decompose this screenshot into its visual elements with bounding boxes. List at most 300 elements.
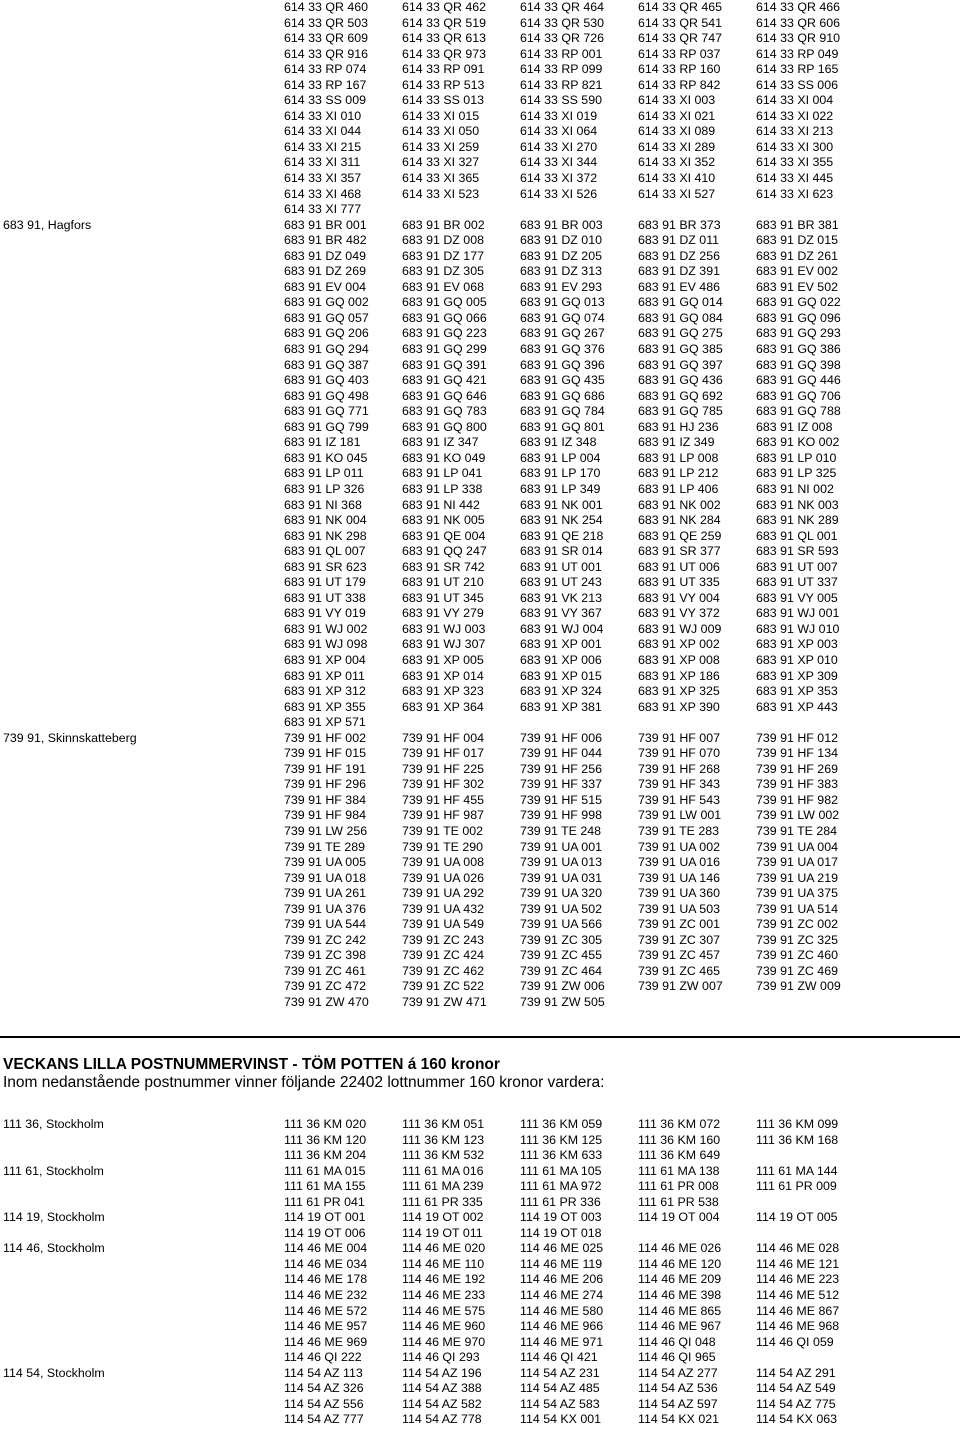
winning-code: 614 33 RP 165 xyxy=(756,62,839,77)
winning-code: 683 91 LP 008 xyxy=(638,450,719,465)
winning-code: 683 91 GQ 066 xyxy=(402,310,487,325)
winning-code: 683 91 LP 212 xyxy=(638,466,719,481)
winning-code: 739 91 HF 015 xyxy=(284,746,366,761)
postal-group xyxy=(0,1210,960,1241)
winning-code: 114 19 OT 002 xyxy=(402,1210,484,1225)
winning-code: 614 33 XI 010 xyxy=(284,108,362,123)
code-row xyxy=(0,1117,960,1133)
winning-code: 614 33 XI 015 xyxy=(402,108,480,123)
winning-code: 614 33 RP 160 xyxy=(638,62,721,77)
postal-group xyxy=(0,218,960,731)
winning-code: 683 91 VY 004 xyxy=(638,590,720,605)
winning-code: 614 33 RP 167 xyxy=(284,77,367,92)
winning-code: 683 91 KO 049 xyxy=(402,450,486,465)
winning-code: 614 33 XI 523 xyxy=(402,186,480,201)
code-row xyxy=(0,451,960,467)
winning-code: 111 61 MA 972 xyxy=(520,1179,602,1194)
winning-code: 114 46 ME 966 xyxy=(520,1319,604,1334)
winning-code: 683 91 GQ 005 xyxy=(402,295,487,310)
winning-code: 739 91 ZC 002 xyxy=(756,917,838,932)
winning-code: 114 54 AZ 196 xyxy=(402,1365,482,1380)
winning-code: 114 54 AZ 326 xyxy=(284,1381,364,1396)
winning-code: 683 91 XP 309 xyxy=(756,668,838,683)
winning-code: 739 91 ZC 325 xyxy=(756,932,838,947)
winning-code: 683 91 XP 323 xyxy=(402,684,484,699)
code-row xyxy=(0,218,960,234)
winning-code: 683 91 GQ 387 xyxy=(284,357,369,372)
code-row xyxy=(0,1164,960,1180)
winning-code: 683 91 GQ 397 xyxy=(638,357,723,372)
winning-code: 114 46 ME 020 xyxy=(402,1241,486,1256)
winning-code: 739 91 HF 302 xyxy=(402,777,484,792)
code-row xyxy=(0,373,960,389)
winning-code: 683 91 GQ 784 xyxy=(520,404,605,419)
winning-code: 614 33 XI 213 xyxy=(756,124,834,139)
winning-code: 683 91 DZ 391 xyxy=(638,264,720,279)
winning-code: 614 33 XI 365 xyxy=(402,171,480,186)
winning-code: 111 36 KM 020 xyxy=(284,1117,367,1131)
winning-code: 114 54 AZ 113 xyxy=(284,1365,363,1380)
winning-code: 739 91 HF 337 xyxy=(520,777,602,792)
winning-code: 683 91 WJ 001 xyxy=(756,606,840,621)
winning-code: 739 91 UA 018 xyxy=(284,870,366,885)
winning-code: 683 91 NI 002 xyxy=(756,481,834,496)
winning-code: 683 91 XP 390 xyxy=(638,699,720,714)
winning-code: 683 91 GQ 801 xyxy=(520,419,605,434)
winning-code: 683 91 BR 381 xyxy=(756,217,839,232)
winning-code: 111 36 KM 125 xyxy=(520,1132,603,1147)
winning-code: 683 91 UT 179 xyxy=(284,575,366,590)
winning-code: 683 91 EV 502 xyxy=(756,279,838,294)
winning-code: 739 91 ZW 505 xyxy=(520,995,605,1009)
winning-code: 114 46 ME 120 xyxy=(638,1256,722,1271)
winning-code: 683 91 WJ 004 xyxy=(520,621,604,636)
winning-code: 114 54 AZ 582 xyxy=(402,1396,482,1411)
winning-code: 739 91 UA 544 xyxy=(284,917,366,932)
winning-code: 739 91 HF 256 xyxy=(520,761,602,776)
winning-code: 114 54 AZ 777 xyxy=(284,1412,364,1427)
winning-code: 114 19 OT 004 xyxy=(638,1210,720,1225)
winning-code: 114 46 ME 034 xyxy=(284,1256,368,1271)
winning-code: 683 91 DZ 010 xyxy=(520,233,602,248)
winning-code: 683 91 VY 279 xyxy=(402,606,484,621)
winning-code: 683 91 GQ 446 xyxy=(756,373,841,388)
winning-code: 114 19 OT 005 xyxy=(756,1210,838,1225)
winning-code: 614 33 QR 609 xyxy=(284,31,369,46)
winning-code: 683 91 GQ 002 xyxy=(284,295,369,310)
winning-code: 111 36 KM 204 xyxy=(284,1148,367,1163)
winning-code: 683 91 EV 004 xyxy=(284,279,366,294)
winning-code: 614 33 QR 462 xyxy=(402,0,487,14)
winning-code: 739 91 HF 455 xyxy=(402,792,484,807)
winning-code: 739 91 TE 284 xyxy=(756,823,838,838)
winning-code: 739 91 HF 191 xyxy=(284,761,366,776)
winning-code: 683 91 XP 004 xyxy=(284,652,366,667)
winning-code: 683 91 UT 337 xyxy=(756,575,838,590)
winning-code: 739 91 LW 001 xyxy=(638,808,722,823)
code-row xyxy=(0,560,960,576)
winning-code: 683 91 LP 349 xyxy=(520,481,601,496)
winning-code: 111 36 KM 099 xyxy=(756,1117,839,1131)
winning-code: 683 91 WJ 010 xyxy=(756,621,840,636)
code-row xyxy=(0,637,960,653)
winning-code: 739 91 UA 566 xyxy=(520,917,602,932)
winning-code: 739 91 HF 134 xyxy=(756,746,838,761)
code-row xyxy=(0,1179,960,1195)
code-row xyxy=(0,0,960,16)
winning-code: 114 54 AZ 775 xyxy=(756,1396,836,1411)
winning-code: 683 91 LP 010 xyxy=(756,450,837,465)
winning-code: 683 91 SR 593 xyxy=(756,544,839,559)
winning-code: 111 36 KM 649 xyxy=(638,1148,721,1163)
code-row xyxy=(0,948,960,964)
code-row xyxy=(0,1133,960,1149)
code-row xyxy=(0,700,960,716)
code-row xyxy=(0,933,960,949)
winning-code: 614 33 QR 530 xyxy=(520,15,605,30)
winning-code: 683 91 GQ 294 xyxy=(284,342,369,357)
winning-code: 739 91 ZC 522 xyxy=(402,979,484,994)
winning-code: 683 91 BR 482 xyxy=(284,233,367,248)
winning-code: 683 91 BR 373 xyxy=(638,217,721,232)
code-row xyxy=(0,78,960,94)
winning-code: 739 91 ZC 305 xyxy=(520,932,602,947)
winning-code: 114 19 OT 011 xyxy=(402,1225,483,1240)
winning-code: 683 91 QE 259 xyxy=(638,528,722,543)
winning-code: 683 91 NK 298 xyxy=(284,528,367,543)
winning-code: 683 91 NK 289 xyxy=(756,513,839,528)
winning-code: 739 91 UA 261 xyxy=(284,886,366,901)
winning-code: 114 46 ME 232 xyxy=(284,1288,368,1303)
code-row xyxy=(0,31,960,47)
winning-code: 614 33 XI 327 xyxy=(402,155,480,170)
code-row xyxy=(0,1195,960,1211)
winning-code: 739 91 ZC 424 xyxy=(402,948,484,963)
winning-code: 683 91 LP 326 xyxy=(284,481,365,496)
winning-code: 614 33 QR 606 xyxy=(756,15,841,30)
winning-code: 614 33 RP 091 xyxy=(402,62,485,77)
code-row xyxy=(0,746,960,762)
winning-code: 683 91 XP 364 xyxy=(402,699,484,714)
postal-area-label: 111 61, Stockholm xyxy=(3,1163,104,1178)
winning-code: 614 33 RP 099 xyxy=(520,62,603,77)
winning-code: 111 61 PR 538 xyxy=(638,1194,719,1209)
winning-code: 739 91 ZC 243 xyxy=(402,932,484,947)
code-row xyxy=(0,280,960,296)
winning-code: 114 46 ME 028 xyxy=(756,1241,840,1256)
winning-code: 739 91 UA 503 xyxy=(638,901,720,916)
winning-code: 683 91 GQ 057 xyxy=(284,310,369,325)
winning-code: 683 91 GQ 800 xyxy=(402,419,487,434)
winning-code: 683 91 XP 003 xyxy=(756,637,838,652)
winning-code: 614 33 XI 372 xyxy=(520,171,598,186)
winning-code: 683 91 DZ 177 xyxy=(402,248,484,263)
winning-code: 683 91 NK 254 xyxy=(520,513,603,528)
winning-code: 614 33 XI 089 xyxy=(638,124,716,139)
postal-area-label: 683 91, Hagfors xyxy=(3,217,92,232)
winning-code: 683 91 GQ 783 xyxy=(402,404,487,419)
code-row xyxy=(0,16,960,32)
code-row xyxy=(0,342,960,358)
winning-code: 739 91 UA 016 xyxy=(638,855,720,870)
winning-code: 739 91 LW 256 xyxy=(284,823,368,838)
winning-code: 111 61 PR 336 xyxy=(520,1194,601,1209)
winning-code: 683 91 IZ 181 xyxy=(284,435,361,450)
winning-code: 114 46 ME 970 xyxy=(402,1334,486,1349)
code-row xyxy=(0,358,960,374)
winning-code: 683 91 DZ 011 xyxy=(638,233,720,248)
winning-code: 683 91 XP 355 xyxy=(284,699,366,714)
winning-code: 739 91 ZC 455 xyxy=(520,948,602,963)
winning-code: 614 33 XI 004 xyxy=(756,93,834,108)
winning-code: 683 91 GQ 396 xyxy=(520,357,605,372)
winning-code: 683 91 XP 001 xyxy=(520,637,602,652)
winning-code: 739 91 UA 005 xyxy=(284,855,366,870)
winning-code: 739 91 LW 002 xyxy=(756,808,840,823)
winning-code: 683 91 XP 381 xyxy=(520,699,602,714)
code-row xyxy=(0,1350,960,1366)
postal-area-label: 739 91, Skinnskatteberg xyxy=(3,730,137,745)
winning-code: 683 91 XP 015 xyxy=(520,668,602,683)
code-row xyxy=(0,326,960,342)
code-row xyxy=(0,1397,960,1413)
winning-code: 614 33 XI 468 xyxy=(284,186,362,201)
winning-code: 111 61 PR 009 xyxy=(756,1179,837,1194)
winning-code: 683 91 GQ 398 xyxy=(756,357,841,372)
winning-code: 683 91 XP 005 xyxy=(402,652,484,667)
code-row xyxy=(0,466,960,482)
winning-code: 111 61 MA 138 xyxy=(638,1163,720,1178)
winning-code: 739 91 UA 514 xyxy=(756,901,838,916)
winning-code: 114 46 QI 222 xyxy=(284,1350,362,1365)
winning-code: 739 91 ZW 007 xyxy=(638,979,723,994)
winning-code: 614 33 XI 259 xyxy=(402,139,480,154)
winning-code: 614 33 XI 050 xyxy=(402,124,480,139)
winning-code: 114 46 ME 192 xyxy=(402,1272,486,1287)
postal-group xyxy=(0,1117,960,1164)
code-row xyxy=(0,886,960,902)
winning-code: 683 91 XP 014 xyxy=(402,668,484,683)
winning-code: 683 91 UT 210 xyxy=(402,575,484,590)
code-row xyxy=(0,871,960,887)
winning-code: 111 36 KM 072 xyxy=(638,1117,721,1131)
code-row xyxy=(0,1226,960,1242)
winning-code: 614 33 QR 466 xyxy=(756,0,841,14)
winning-code: 683 91 GQ 785 xyxy=(638,404,723,419)
winning-code: 739 91 UA 146 xyxy=(638,870,720,885)
winning-code: 683 91 GQ 706 xyxy=(756,388,841,403)
winning-code: 683 91 GQ 646 xyxy=(402,388,487,403)
winning-code: 614 33 XI 445 xyxy=(756,171,834,186)
winning-code: 683 91 DZ 205 xyxy=(520,248,602,263)
code-row xyxy=(0,544,960,560)
code-row xyxy=(0,855,960,871)
winning-code: 614 33 XI 344 xyxy=(520,155,598,170)
winning-code: 739 91 UA 432 xyxy=(402,901,484,916)
winning-code: 739 91 HF 343 xyxy=(638,777,720,792)
winning-code: 683 91 GQ 376 xyxy=(520,342,605,357)
winning-code: 683 91 GQ 223 xyxy=(402,326,487,341)
winning-code: 739 91 HF 982 xyxy=(756,792,838,807)
winning-code: 683 91 UT 345 xyxy=(402,590,484,605)
winning-code: 111 36 KM 633 xyxy=(520,1148,603,1163)
winning-code: 683 91 EV 486 xyxy=(638,279,720,294)
winning-code: 683 91 BR 002 xyxy=(402,217,485,232)
winning-code: 739 91 TE 002 xyxy=(402,823,484,838)
code-row xyxy=(0,684,960,700)
winning-code: 739 91 ZC 460 xyxy=(756,948,838,963)
winning-code: 111 36 KM 532 xyxy=(402,1148,485,1163)
winning-code: 739 91 UA 004 xyxy=(756,839,838,854)
code-row xyxy=(0,93,960,109)
code-row xyxy=(0,1210,960,1226)
winning-code: 683 91 XP 324 xyxy=(520,684,602,699)
code-row xyxy=(0,1241,960,1257)
winning-code: 114 54 AZ 556 xyxy=(284,1396,364,1411)
winning-codes-list-bottom xyxy=(0,1117,960,1428)
winning-code: 683 91 NK 284 xyxy=(638,513,721,528)
winning-code: 114 46 ME 967 xyxy=(638,1319,722,1334)
winning-code: 739 91 ZC 457 xyxy=(638,948,720,963)
postal-group xyxy=(0,1164,960,1211)
winning-code: 114 19 OT 003 xyxy=(520,1210,602,1225)
winning-code: 683 91 XP 353 xyxy=(756,684,838,699)
winning-code: 683 91 VK 213 xyxy=(520,590,602,605)
code-row xyxy=(0,777,960,793)
winning-code: 683 91 GQ 421 xyxy=(402,373,487,388)
winning-code: 683 91 GQ 436 xyxy=(638,373,723,388)
winning-code: 739 91 ZC 462 xyxy=(402,963,484,978)
winning-code: 739 91 HF 268 xyxy=(638,761,720,776)
winning-code: 114 46 ME 223 xyxy=(756,1272,840,1287)
winning-code: 683 91 IZ 348 xyxy=(520,435,597,450)
winning-code: 111 61 PR 335 xyxy=(402,1194,483,1209)
code-row xyxy=(0,964,960,980)
winning-code: 614 33 RP 001 xyxy=(520,46,603,61)
winning-code: 683 91 GQ 799 xyxy=(284,419,369,434)
winning-code: 683 91 QL 001 xyxy=(756,528,838,543)
winning-code: 614 33 XI 410 xyxy=(638,171,716,186)
winning-code: 614 33 XI 021 xyxy=(638,108,716,123)
winning-code: 739 91 UA 219 xyxy=(756,870,838,885)
winning-code: 683 91 GQ 692 xyxy=(638,388,723,403)
winning-code: 683 91 GQ 771 xyxy=(284,404,369,419)
winning-code: 111 61 PR 041 xyxy=(284,1194,365,1209)
code-row xyxy=(0,187,960,203)
winning-code: 111 36 KM 123 xyxy=(402,1132,485,1147)
winning-code: 739 91 TE 283 xyxy=(638,823,720,838)
winning-code: 739 91 HF 998 xyxy=(520,808,602,823)
winning-code: 614 33 XI 357 xyxy=(284,171,362,186)
code-row xyxy=(0,124,960,140)
winning-code: 111 61 PR 008 xyxy=(638,1179,719,1194)
code-row xyxy=(0,249,960,265)
winning-code: 111 36 KM 120 xyxy=(284,1132,367,1147)
winning-code: 614 33 XI 044 xyxy=(284,124,362,139)
winning-code: 683 91 UT 007 xyxy=(756,559,838,574)
winning-code: 683 91 EV 068 xyxy=(402,279,484,294)
winning-code: 683 91 BR 003 xyxy=(520,217,603,232)
code-row xyxy=(0,513,960,529)
winning-code: 614 33 QR 519 xyxy=(402,15,487,30)
winning-code: 683 91 XP 325 xyxy=(638,684,720,699)
winning-code: 114 46 ME 969 xyxy=(284,1334,368,1349)
winning-code: 114 46 ME 572 xyxy=(284,1303,368,1318)
winning-code: 683 91 QL 007 xyxy=(284,544,366,559)
winning-code: 114 46 QI 965 xyxy=(638,1350,716,1365)
winning-code: 683 91 GQ 435 xyxy=(520,373,605,388)
winning-code: 114 54 AZ 549 xyxy=(756,1381,836,1396)
winning-code: 683 91 XP 571 xyxy=(284,715,366,730)
winning-code: 614 33 QR 503 xyxy=(284,15,369,30)
winning-code: 683 91 DZ 305 xyxy=(402,264,484,279)
winning-code: 683 91 GQ 498 xyxy=(284,388,369,403)
winning-code: 683 91 QE 004 xyxy=(402,528,486,543)
winning-code: 614 33 SS 009 xyxy=(284,93,366,108)
winning-code: 739 91 TE 289 xyxy=(284,839,366,854)
code-row xyxy=(0,979,960,995)
code-row xyxy=(0,622,960,638)
winning-code: 114 46 QI 048 xyxy=(638,1334,716,1349)
section-divider xyxy=(0,1036,960,1038)
winning-code: 114 46 ME 274 xyxy=(520,1288,604,1303)
winning-code: 614 33 XI 022 xyxy=(756,108,834,123)
winning-code: 739 91 HF 002 xyxy=(284,730,366,745)
winning-code: 114 46 ME 209 xyxy=(638,1272,722,1287)
winning-code: 614 33 XI 527 xyxy=(638,186,716,201)
winning-code: 614 33 XI 311 xyxy=(284,155,361,170)
winning-code: 683 91 LP 041 xyxy=(402,466,483,481)
code-row xyxy=(0,824,960,840)
winning-code: 114 54 KX 001 xyxy=(520,1412,602,1427)
winning-code: 683 91 LP 406 xyxy=(638,481,719,496)
winning-code: 614 33 QR 460 xyxy=(284,0,369,14)
winning-code: 739 91 UA 375 xyxy=(756,886,838,901)
winning-code: 114 46 ME 004 xyxy=(284,1241,368,1256)
winning-code: 683 91 XP 186 xyxy=(638,668,720,683)
section-title: VECKANS LILLA POSTNUMMERVINST - TÖM POTTEN á 160 kronor xyxy=(3,1056,500,1073)
code-row xyxy=(0,731,960,747)
code-row xyxy=(0,1366,960,1382)
winning-code: 683 91 DZ 015 xyxy=(756,233,838,248)
winning-code: 114 54 AZ 291 xyxy=(756,1365,836,1380)
winning-code: 614 33 QR 726 xyxy=(520,31,605,46)
winning-code: 739 91 UA 002 xyxy=(638,839,720,854)
winning-code: 114 19 OT 006 xyxy=(284,1225,366,1240)
winning-code: 683 91 DZ 261 xyxy=(756,248,838,263)
winning-code: 114 46 ME 178 xyxy=(284,1272,368,1287)
winning-code: 114 46 QI 059 xyxy=(756,1334,834,1349)
winning-code: 683 91 LP 325 xyxy=(756,466,837,481)
winning-code: 683 91 GQ 013 xyxy=(520,295,605,310)
winning-code: 683 91 LP 004 xyxy=(520,450,601,465)
winning-code: 111 61 MA 015 xyxy=(284,1163,366,1178)
winning-code: 614 33 RP 074 xyxy=(284,62,367,77)
winning-code: 739 91 ZC 469 xyxy=(756,963,838,978)
winning-code: 114 46 ME 119 xyxy=(520,1256,603,1271)
code-row xyxy=(0,62,960,78)
winning-code: 683 91 UT 006 xyxy=(638,559,720,574)
winning-code: 114 54 AZ 597 xyxy=(638,1396,718,1411)
winning-code: 683 91 GQ 206 xyxy=(284,326,369,341)
winning-code: 614 33 QR 973 xyxy=(402,46,487,61)
code-row xyxy=(0,1272,960,1288)
winning-code: 739 91 UA 008 xyxy=(402,855,484,870)
winning-code: 683 91 SR 742 xyxy=(402,559,485,574)
winning-code: 739 91 UA 320 xyxy=(520,886,602,901)
code-row xyxy=(0,1288,960,1304)
winning-code: 614 33 XI 289 xyxy=(638,139,716,154)
